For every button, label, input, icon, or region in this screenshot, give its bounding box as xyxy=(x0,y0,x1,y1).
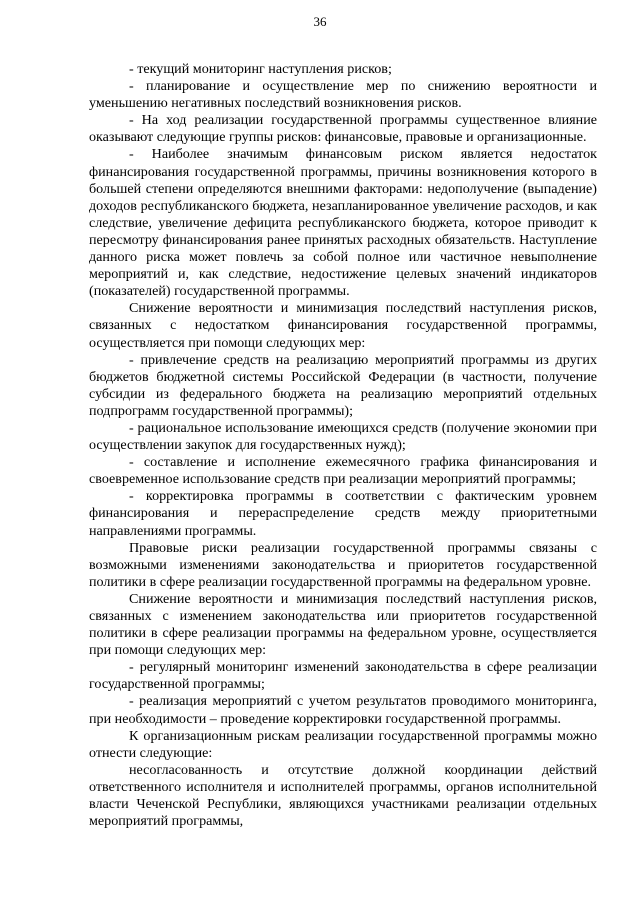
paragraph: - Наиболее значимым финансовым риском является недостаток финансирования государственной программы, причины возникновения которого в большей степени определяются внешними факторами: недополучение (выпадение) доходов республиканского бюджета, незапланированное увеличение расходов, и как следствие, увеличение дефицита республиканского бюджета, которое приводит к пересмотру финансирования ранее принятых расходных обязательств. Наступление данного риска может повлечь за собой полное или частичное невыполнение мероприятий и, как следствие, недостижение целевых значений индикаторов (показателей) государственной программы. xyxy=(89,146,597,300)
paragraph: - регулярный мониторинг изменений законодательства в сфере реализации государственной программы; xyxy=(89,659,597,693)
paragraph: Снижение вероятности и минимизация последствий наступления рисков, связанных с недостатком финансирования государственной программы, осуществляется при помощи следующих мер: xyxy=(89,300,597,351)
paragraph: - корректировка программы в соответствии с фактическим уровнем финансирования и перераспределение средств между приоритетными направлениями программы. xyxy=(89,488,597,539)
paragraph: - составление и исполнение ежемесячного графика финансирования и своевременное использование средств при реализации мероприятий программы; xyxy=(89,454,597,488)
paragraph: - На ход реализации государственной программы существенное влияние оказывают следующие группы рисков: финансовые, правовые и организационные. xyxy=(89,112,597,146)
paragraph: К организационным рискам реализации государственной программы можно отнести следующие: xyxy=(89,727,597,761)
paragraph: - текущий мониторинг наступления рисков; xyxy=(129,61,392,77)
paragraph: несогласованность и отсутствие должной координации действий ответственного исполнителя и исполнителей программы, органов исполнительной власти Чеченской Республики, являющихся участниками реализации отдельных мероприятий программы, xyxy=(89,761,597,830)
body-text xyxy=(89,61,597,830)
page-number: 36 xyxy=(313,14,327,29)
paragraph: - рациональное использование имеющихся средств (получение экономии при осуществлении закупок для государственных нужд); xyxy=(89,419,597,454)
paragraph: Снижение вероятности и минимизация последствий наступления рисков, связанных с изменением законодательства или приоритетов государственной политики в сфере реализации программы на федеральном уровне, осуществляется при помощи следующих мер: xyxy=(89,590,597,659)
paragraph: - реализация мероприятий с учетом результатов проводимого мониторинга, при необходимости – проведение корректировки государственной программы. xyxy=(89,693,597,727)
paragraph: - привлечение средств на реализацию мероприятий программы из других бюджетов бюджетной системы Российской Федерации (в частности, получение субсидии из федерального бюджета на реализацию мероприятий отдельных подпрограмм государственной программы); xyxy=(89,351,597,419)
paragraph: - планирование и осуществление мер по снижению вероятности и уменьшению негативных последствий возникновения рисков. xyxy=(89,78,597,112)
paragraph: Правовые риски реализации государственной программы связаны с возможными изменениями законодательства и приоритетов государственной политики в сфере реализации государственной программы на федеральном уровне. xyxy=(89,539,597,590)
